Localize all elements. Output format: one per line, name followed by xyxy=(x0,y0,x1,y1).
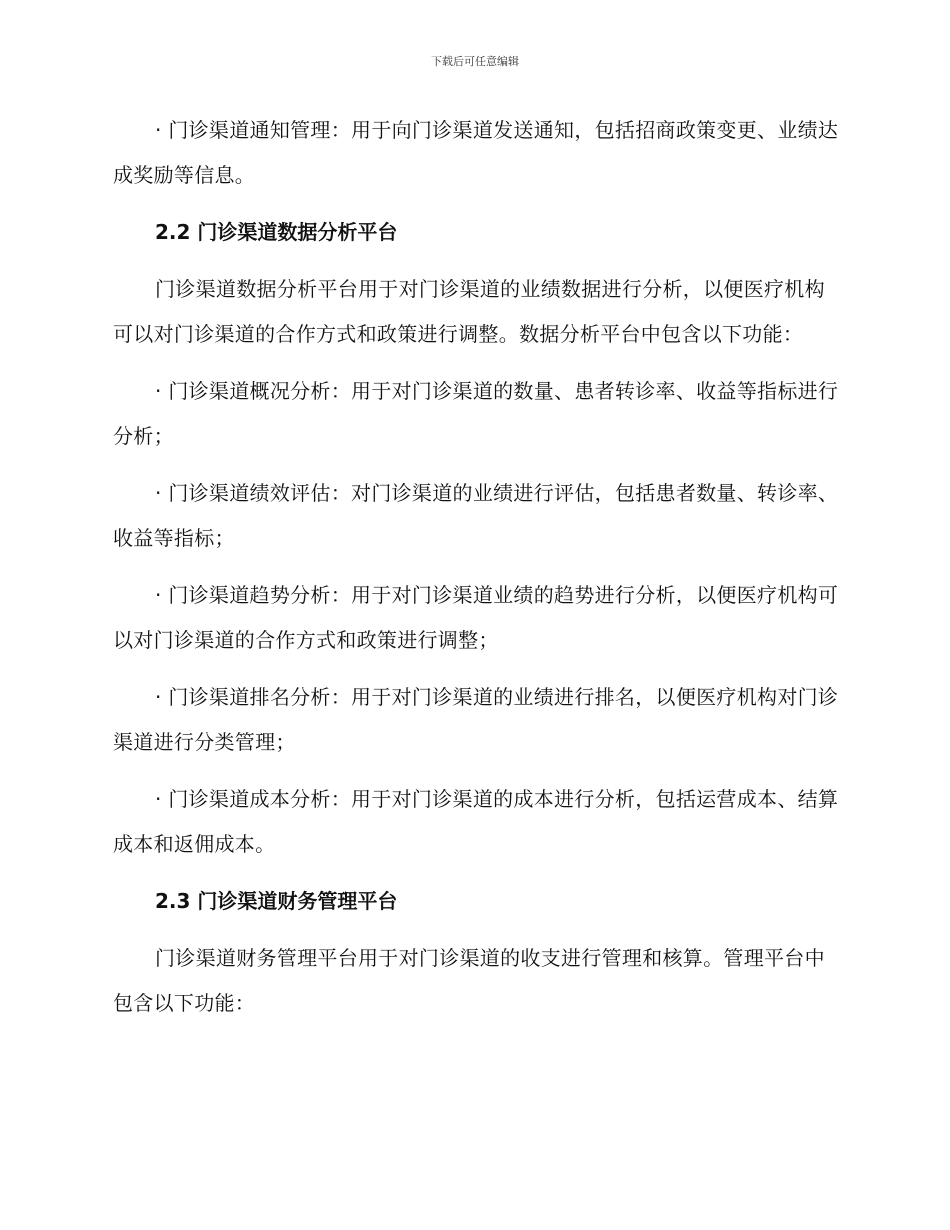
section-heading-2-2: 2.2 门诊渠道数据分析平台 xyxy=(155,220,398,244)
bullet-cost-analysis: · 门诊渠道成本分析：用于对门诊渠道的成本进行分析，包括运营成本、结算成本和返佣成本。 xyxy=(113,787,839,856)
section-heading-2-3: 2.3 门诊渠道财务管理平台 xyxy=(155,889,398,913)
bullet-trend-analysis: · 门诊渠道趋势分析：用于对门诊渠道业绩的趋势进行分析，以便医疗机构可以对门诊渠道的合作方式和政策进行调整； xyxy=(113,583,839,652)
paragraph-data-platform-intro: 门诊渠道数据分析平台用于对门诊渠道的业绩数据进行分析，以便医疗机构可以对门诊渠道的合作方式和政策进行调整。数据分析平台中包含以下功能： xyxy=(113,277,825,346)
paragraph-finance-platform-intro: 门诊渠道财务管理平台用于对门诊渠道的收支进行管理和核算。管理平台中包含以下功能： xyxy=(113,946,825,1015)
page-header: 下载后可任意编辑 xyxy=(431,55,519,68)
bullet-ranking-analysis: · 门诊渠道排名分析：用于对门诊渠道的业绩进行排名，以便医疗机构对门诊渠道进行分类管理； xyxy=(113,685,839,754)
bullet-performance-evaluation: · 门诊渠道绩效评估：对门诊渠道的业绩进行评估，包括患者数量、转诊率、收益等指标； xyxy=(113,481,839,550)
document-body xyxy=(113,113,843,1038)
bullet-overview-analysis: · 门诊渠道概况分析：用于对门诊渠道的数量、患者转诊率、收益等指标进行分析； xyxy=(113,379,839,448)
bullet-notification-management: · 门诊渠道通知管理：用于向门诊渠道发送通知，包括招商政策变更、业绩达成奖励等信息。 xyxy=(113,118,839,187)
